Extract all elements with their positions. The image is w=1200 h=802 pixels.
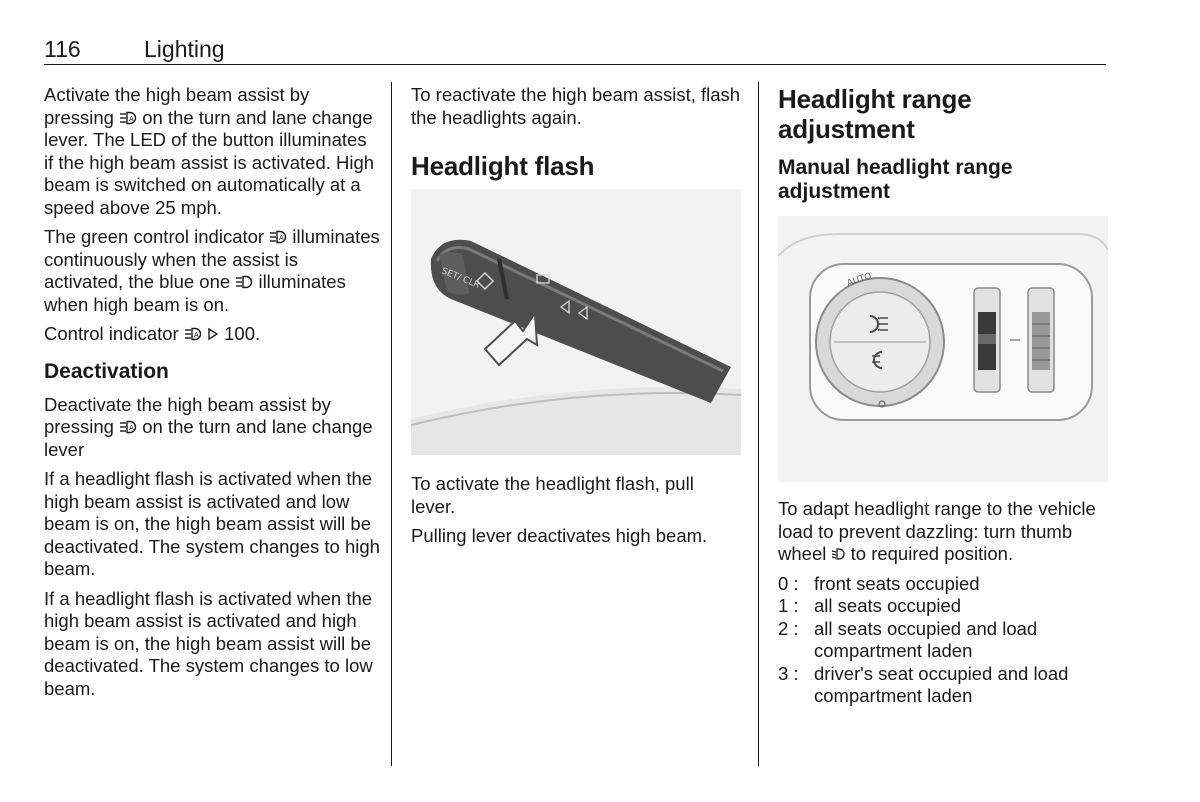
page-reference-arrow-icon xyxy=(207,327,219,341)
header-rule xyxy=(44,64,1106,65)
heading-deactivation: Deactivation xyxy=(44,359,169,383)
list-item: 0 : front seats occupied xyxy=(778,572,980,594)
svg-text:A: A xyxy=(279,234,285,242)
paragraph-activate-flash: To activate the headlight flash, pull lever. xyxy=(411,473,694,517)
page-header xyxy=(44,36,1106,64)
column-2 xyxy=(411,84,741,555)
light-switch-drawing xyxy=(778,216,1108,482)
auto-label: AUTO xyxy=(845,271,874,289)
paragraph-reactivate: To reactivate the high beam assist, flash the headlights again. xyxy=(411,84,741,128)
paragraph-control-indicator: Control indicator A 100. xyxy=(44,323,261,344)
position-list xyxy=(778,573,1108,708)
column-1 xyxy=(44,84,380,707)
paragraph-adapt-range: To adapt headlight range to the vehicle load to prevent dazzling: turn thumb wheel to required position. xyxy=(778,498,1096,564)
paragraph-activate: Activate the high beam assist by pressing A on the turn and lane change lever. The LED of the button illuminates if the high beam assist is activated. High beam is switched on automatically at a speed above 25 mph. xyxy=(44,84,375,218)
high-beam-icon xyxy=(235,275,253,289)
light-switch-illustration xyxy=(778,216,1108,482)
turn-lever-drawing xyxy=(411,189,741,455)
paragraph-flash-high-beam: If a headlight flash is activated when the high beam assist is activated and high beam is on, the high beam assist will be deactivated. The system changes to low beam. xyxy=(44,587,373,699)
turn-lever-illustration xyxy=(411,189,741,455)
high-beam-assist-icon xyxy=(119,420,137,434)
svg-text:A: A xyxy=(193,331,199,339)
svg-text:A: A xyxy=(129,114,134,123)
high-beam-assist-icon xyxy=(184,327,202,341)
page-number: 116 xyxy=(44,36,81,62)
list-item: 2 : all seats occupied and load compartment laden xyxy=(778,617,1038,661)
high-beam-assist-icon xyxy=(119,111,137,125)
svg-text:A: A xyxy=(129,424,134,432)
paragraph-deactivate: Deactivate the high beam assist by pressing A on the turn and lane change lever xyxy=(44,393,373,460)
chapter-title: Lighting xyxy=(144,36,225,62)
heading-headlight-flash: Headlight flash xyxy=(411,151,595,181)
column-3 xyxy=(778,84,1108,708)
column-divider-1 xyxy=(391,82,392,766)
high-beam-assist-icon xyxy=(269,230,287,244)
heading-headlight-range: Headlight range adjustment xyxy=(778,84,972,144)
paragraph-pulling-lever: Pulling lever deactivates high beam. xyxy=(411,525,708,546)
paragraph-flash-low-beam: If a headlight flash is activated when the high beam assist is activated and low beam is on, the high beam assist will be deactivated. The system changes to high beam. xyxy=(44,468,380,579)
column-divider-2 xyxy=(758,82,759,766)
headlight-range-icon xyxy=(831,547,845,561)
list-item: 3 : driver's seat occupied and load compartment laden xyxy=(778,662,1069,706)
paragraph-indicator: The green control indicator A illuminates continuously when the assist is activated, the blue one illuminates when high beam is on. xyxy=(44,226,380,315)
list-item: 1 : all seats occupied xyxy=(778,595,962,616)
set-clr-label: SET/ CLR xyxy=(439,266,482,291)
subheading-manual-range: Manual headlight range adjustment xyxy=(778,156,1013,203)
